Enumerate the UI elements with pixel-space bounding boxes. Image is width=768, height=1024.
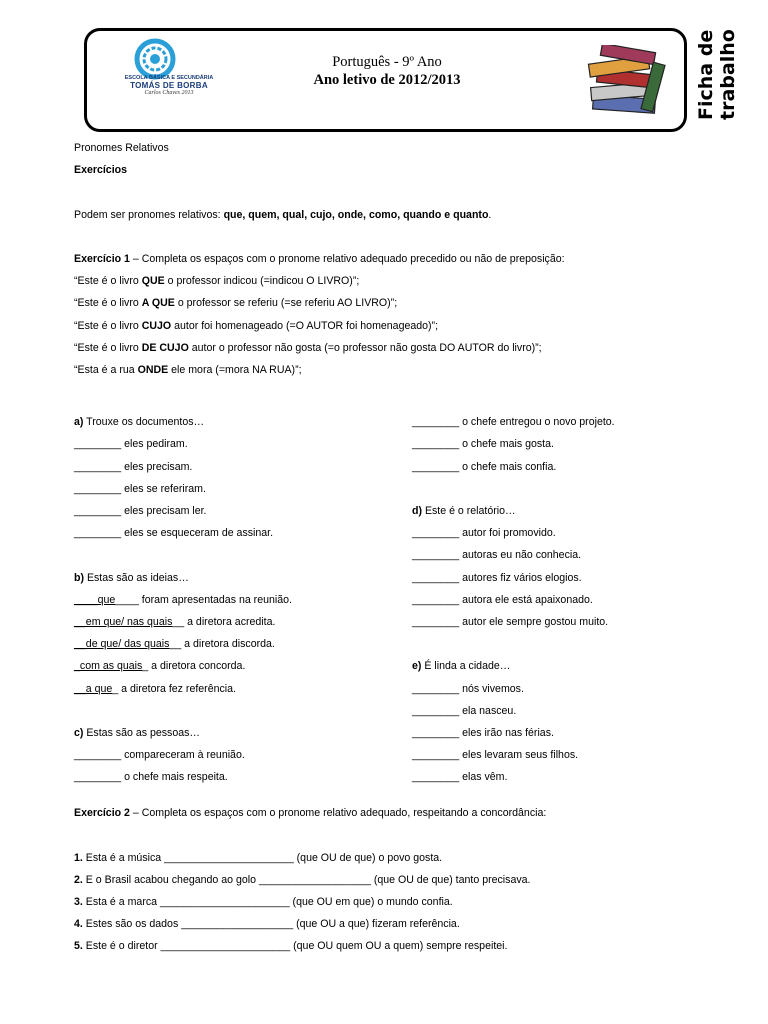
answer-blank (74, 594, 115, 606)
pronouns-prefix: Podem ser pronomes relativos: (74, 208, 224, 221)
example-post: o professor se referiu (=se referiu AO LIVRO)”; (174, 297, 398, 310)
item-rest: _ a diretora fez referência. (112, 682, 236, 695)
pronouns-intro (74, 204, 714, 226)
group-d-heading (412, 500, 742, 522)
example-key: A QUE (141, 297, 175, 310)
fill-blank-item: ________ elas vêm. (412, 771, 508, 784)
school-line-2: TOMÁS DE BORBA (130, 80, 208, 90)
filled-answer: em que/ nas quais (85, 615, 173, 628)
item-rest: __ a diretora acredita. (172, 615, 276, 628)
group-head: Estas são as pessoas… (83, 726, 201, 739)
fill-blank-item: ________ o chefe entregou o novo projeto. (412, 416, 615, 429)
fill-blank-item: ________ eles pediram. (74, 438, 188, 451)
blank-pre: __ (74, 682, 86, 695)
side-label-1: Ficha de (695, 30, 717, 120)
fill-blank-item: ________ o chefe mais confia. (412, 460, 557, 473)
example-pre: “Este é o livro (74, 319, 142, 332)
fill-blank-item: ________ eles precisam ler. (74, 505, 207, 517)
group-letter: d) (412, 505, 422, 517)
example-pre: “Este é o livro (74, 297, 142, 310)
fill-blank-item: ________ o chefe mais gosta. (412, 438, 554, 451)
answer-blank (74, 616, 172, 628)
numbered-item (74, 891, 714, 913)
fill-blank-item: ________ nós vivemos. (412, 682, 524, 695)
pronouns-suffix: . (488, 208, 492, 221)
title-subject-grade: Português - 9º Ano (332, 54, 442, 70)
example-key: QUE (141, 275, 165, 288)
side-label-2: trabalho (717, 30, 739, 120)
group-a-heading (74, 411, 404, 433)
exercise-2-list (74, 847, 714, 958)
item-number: 1. (74, 851, 83, 864)
fill-blank-item: ________ eles levaram seus filhos. (412, 749, 579, 762)
filled-answer: de que/ das quais (85, 638, 170, 651)
item-number: 4. (74, 918, 83, 931)
group-b-heading (74, 567, 404, 589)
filled-answer: a que (85, 682, 113, 695)
section-title: Exercícios (74, 164, 128, 177)
fill-blank-item: ________ eles precisam. (74, 460, 193, 473)
group-head: Trouxe os documentos… (83, 416, 205, 429)
fill-blank-item: ________ eles irão nas férias. (412, 726, 554, 739)
answered-item (74, 655, 404, 677)
blank-pre: __ (74, 615, 86, 628)
topic-title: Pronomes Relativos (74, 142, 169, 154)
example-pre: “Este é o livro (74, 275, 142, 288)
answer-blank (74, 638, 169, 650)
item-text: E o Brasil acabou chegando ao golo ___________________ (que OU de que) tanto precisava. (82, 873, 531, 886)
fill-blank-item: ________ autores fiz vários elogios. (412, 571, 582, 584)
numbered-item (74, 913, 714, 935)
group-head: Estas são as ideias… (84, 571, 189, 584)
exercise-2-instruction (74, 802, 714, 824)
pronouns-list: que, quem, qual, cujo, onde, como, quando e quanto (223, 208, 489, 221)
filled-answer: com as quais (79, 660, 143, 673)
item-rest: ____ foram apresentadas na reunião. (115, 593, 292, 606)
item-number: 2. (74, 873, 83, 886)
example-post: ele mora (=mora NA RUA)”; (168, 363, 302, 376)
answer-blank (74, 683, 112, 695)
example-item (74, 270, 714, 292)
exercise-1-columns (74, 411, 714, 788)
exercise-2-text: – Completa os espaços com o pronome relativo adequado, respeitando a concordância: (129, 807, 547, 820)
item-text: Esta é a marca ______________________ (que OU em que) o mundo confia. (82, 896, 453, 908)
numbered-item (74, 935, 714, 957)
item-text: Estes são os dados ___________________ (que OU a que) fizeram referência. (82, 918, 460, 931)
answered-item (74, 633, 404, 655)
group-head: É linda a cidade… (421, 660, 511, 673)
school-signature: Carlos Chaves 2013 (144, 89, 194, 96)
example-item (74, 292, 714, 314)
example-key: CUJO (141, 319, 172, 332)
fill-blank-item: ________ compareceram à reunião. (74, 749, 245, 762)
fill-blank-item: ________ ela nasceu. (412, 704, 517, 717)
exercise-1-label: Exercício 1 (74, 252, 130, 265)
group-head: Este é o relatório… (422, 505, 516, 517)
worksheet-body (74, 137, 714, 958)
example-item (74, 315, 714, 337)
worksheet-header (84, 28, 687, 132)
right-column (412, 411, 742, 788)
blank-pre: _ (74, 660, 80, 673)
answered-item (74, 678, 404, 700)
fill-blank-item: ________ autor ele sempre gostou muito. (412, 615, 609, 628)
exercise-1-text: – Completa os espaços com o pronome relativo adequado precedido ou não de preposição: (129, 252, 565, 265)
example-post: autor o professor não gosta (=o professor não gosta DO AUTOR do livro)”; (188, 341, 542, 354)
example-key: ONDE (137, 363, 169, 376)
example-post: o professor indicou (=indicou O LIVRO)”; (164, 275, 360, 288)
books-illustration (583, 45, 673, 120)
numbered-item (74, 869, 714, 891)
numbered-item (74, 847, 714, 869)
answer-blank (74, 660, 142, 672)
fill-blank-item: ________ autora ele está apaixonado. (412, 593, 593, 606)
fill-blank-item: ________ eles se referiram. (74, 482, 206, 495)
worksheet-title (277, 53, 497, 89)
example-item (74, 359, 714, 381)
example-pre: “Este é o livro (74, 341, 142, 354)
blank-pre: __ (74, 638, 86, 651)
group-letter: b) (74, 571, 84, 584)
left-column (74, 411, 404, 788)
example-pre: “Esta é a rua (74, 363, 138, 376)
fill-blank-item: ________ autoras eu não conhecia. (412, 549, 582, 562)
item-text: Este é o diretor ______________________ (que OU quem OU a quem) sempre respeitei. (82, 940, 508, 953)
item-rest: __ a diretora discorda. (169, 638, 275, 651)
item-text: Esta é a música ______________________ (que OU de que) o povo gosta. (82, 851, 443, 864)
item-number: 3. (74, 896, 83, 908)
blank-pre: ____ (74, 593, 98, 606)
example-post: autor foi homenageado (=O AUTOR foi homenageado)”; (171, 319, 439, 332)
answered-item (74, 611, 404, 633)
school-name (119, 75, 219, 96)
title-school-year: Ano letivo de 2012/2013 (313, 72, 461, 88)
group-letter: c) (74, 726, 84, 739)
school-line-1: ESCOLA BÁSICA E SECUNDÁRIA (124, 75, 214, 81)
example-item (74, 337, 714, 359)
group-e-heading (412, 655, 742, 677)
exercise-2-label: Exercício 2 (74, 807, 130, 820)
fill-blank-item: ________ o chefe mais respeita. (74, 771, 228, 784)
item-rest: _ a diretora concorda. (142, 660, 246, 673)
ficha-de-trabalho-label (692, 30, 740, 122)
fill-blank-item: ________ autor foi promovido. (412, 527, 556, 540)
filled-answer: que (97, 593, 116, 606)
example-key: DE CUJO (141, 341, 189, 354)
answered-item (74, 589, 404, 611)
item-number: 5. (74, 940, 83, 953)
group-letter: e) (412, 660, 422, 673)
exercise-1-instruction (74, 248, 714, 270)
examples-list (74, 270, 714, 381)
fill-blank-item: ________ eles se esqueceram de assinar. (74, 527, 274, 540)
group-letter: a) (74, 416, 84, 429)
group-c-heading (74, 722, 404, 744)
